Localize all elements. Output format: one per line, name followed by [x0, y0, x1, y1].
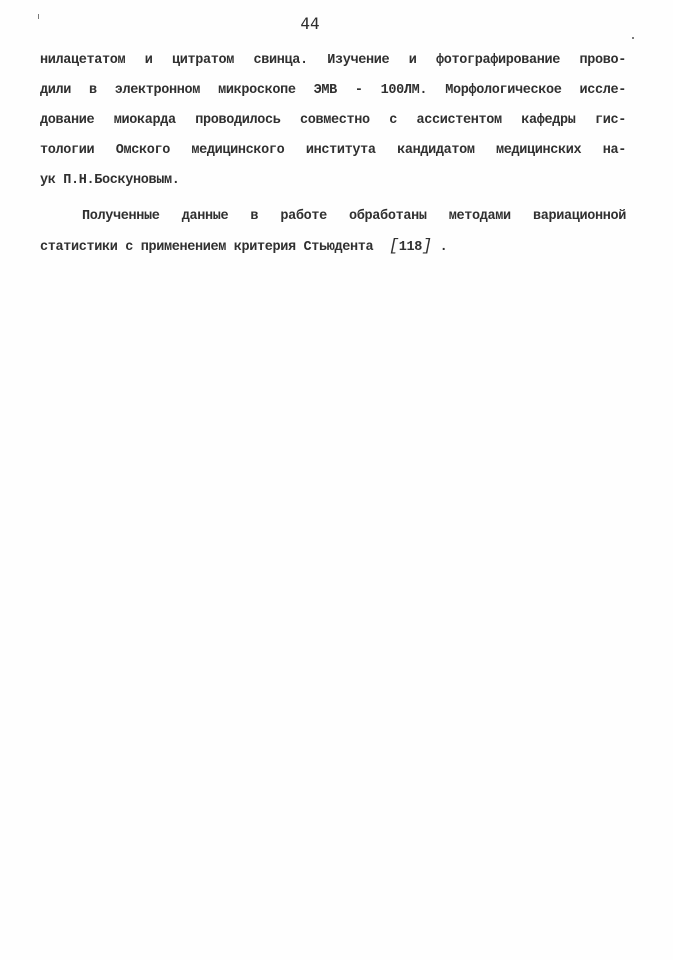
text-line: дили в электронном микроскопе ЭМВ - 100ЛМ. Морфологическое иссле-	[40, 83, 626, 98]
paragraph-statistics	[40, 202, 626, 262]
reference-close-bracket: ]	[421, 237, 432, 256]
scan-mark	[632, 37, 634, 39]
reference-number: 118	[398, 240, 422, 255]
end-punctuation: .	[439, 240, 448, 255]
text-line: дование миокарда проводилось совместно с ассистентом кафедры гис-	[40, 113, 626, 128]
text-segment: статистики с применением критерия Стьюдента	[40, 240, 374, 255]
text-line: Полученные данные в работе обработаны методами вариационной	[82, 209, 626, 224]
paragraph-methods	[40, 46, 626, 196]
text-line: нилацетатом и цитратом свинца. Изучение и фотографирование прово-	[40, 53, 626, 68]
body-text	[40, 46, 626, 262]
text-line: тологии Омского медицинского института кандидатом медицинских на-	[40, 143, 626, 158]
text-line-with-reference	[40, 232, 626, 262]
text-line: ук П.Н.Боскуновым.	[40, 173, 180, 188]
reference-open-bracket: [	[388, 237, 399, 256]
page-number: 44	[300, 14, 320, 33]
